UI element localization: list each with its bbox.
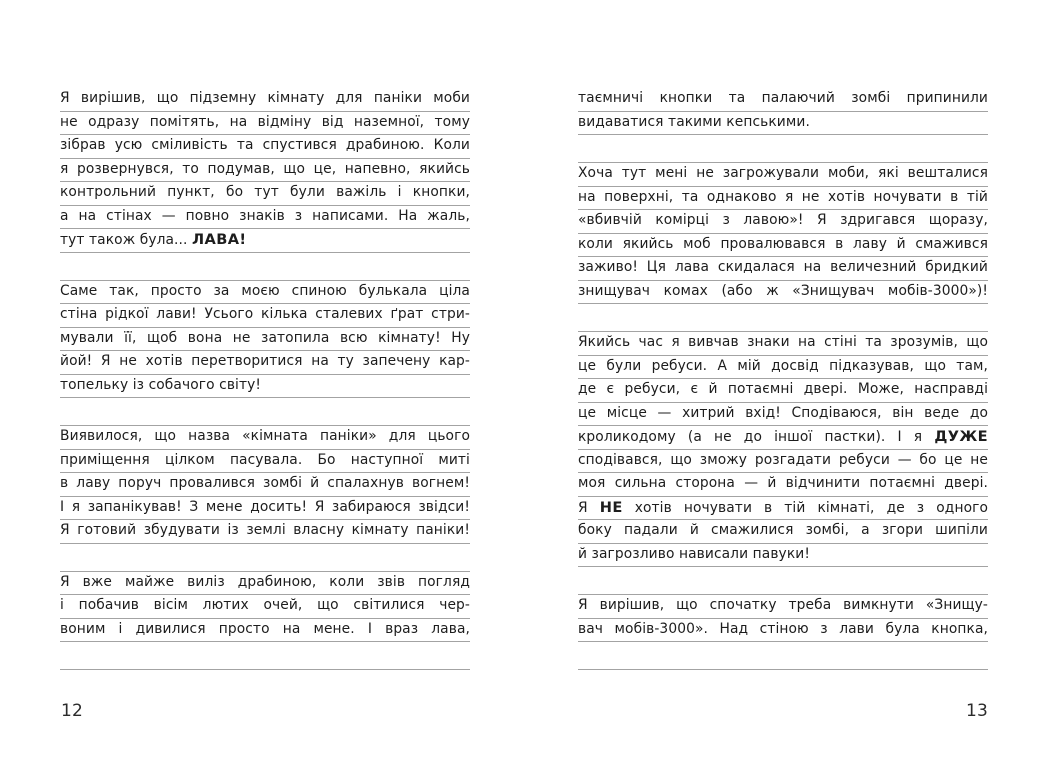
text-line (60, 595, 470, 619)
text-line (60, 112, 470, 136)
text-segment: Виявилося, що назва «кімната паніки» для цього (60, 428, 470, 444)
emphasis-text: НЕ (599, 498, 623, 516)
ruled-separator (60, 642, 470, 670)
text-line (60, 619, 470, 643)
ruled-separator (578, 642, 988, 670)
text-segment: заживо! Ця лава скидалася на величезний бридкий (578, 259, 988, 275)
text-segment: І я запанікував! З мене досить! Я забираюся звідси! (60, 498, 470, 515)
text-segment: коли якийсь моб провалювався в лаву й смажився (578, 235, 988, 252)
text-line (60, 520, 470, 544)
text-line (578, 595, 988, 619)
text-line (578, 88, 988, 112)
text-line (578, 187, 988, 211)
page-left-text (60, 88, 470, 670)
text-line (578, 426, 988, 450)
text-segment: на поверхні, та однаково я не хотів ночувати в тій (578, 188, 988, 205)
text-segment: стіна рідкої лави! Усього кілька сталевих ґрат стри- (60, 306, 470, 322)
text-segment: це були ребуси. А мій досвід підказував, що там, (578, 357, 988, 374)
text-line (578, 520, 988, 544)
text-line (578, 450, 988, 474)
text-line (578, 356, 988, 380)
text-line (60, 159, 470, 183)
ruled-separator (60, 544, 470, 572)
text-line (60, 375, 470, 399)
text-segment: Я вирішив, що спочатку треба вимкнути «Знищу- (578, 597, 988, 613)
text-line (60, 88, 470, 112)
text-segment: і побачив вісім лютих очей, що світилися чер- (60, 597, 470, 613)
text-line (578, 112, 988, 136)
text-segment: кроликодому (а не до іншої пастки). І я (578, 429, 935, 445)
text-segment: тут також була... (60, 232, 192, 248)
text-line (578, 497, 988, 521)
text-line (60, 351, 470, 375)
text-line (578, 379, 988, 403)
text-segment: Якийсь час я вивчав знаки на стіні та зрозумів, що (578, 334, 988, 350)
text-segment: зібрав усю сміливість та спустився драбиною. Коли (60, 137, 470, 153)
text-line (60, 304, 470, 328)
text-line (578, 332, 988, 356)
page-number-left: 12 (61, 701, 84, 721)
text-segment: «вбивчій комірці з лавою»! Я здригався щоразу, (578, 212, 988, 228)
text-line (578, 210, 988, 234)
page-right-text (578, 88, 988, 670)
text-segment: топельку із собачого світу! (60, 376, 262, 393)
ruled-separator (578, 304, 988, 332)
text-line (60, 497, 470, 521)
text-line (60, 572, 470, 596)
emphasis-text: ДУЖЕ (934, 428, 988, 445)
text-segment: Я вже майже виліз драбиною, коли звів погляд (60, 573, 470, 590)
text-segment: й загрозливо нависали павуки! (578, 545, 810, 562)
text-line (578, 403, 988, 427)
text-segment: Я готовий збудувати із землі власну кімнату паніки! (60, 522, 470, 538)
text-segment: а на стінах — повно знаків з написами. На жаль, (60, 207, 470, 224)
text-line (578, 234, 988, 258)
text-segment: сподівався, що зможу розгадати ребуси — бо це не (578, 451, 988, 468)
text-line (60, 229, 470, 253)
text-segment: Хоча тут мені не загрожували моби, які вешталися (578, 165, 988, 181)
emphasis-text: ЛАВА! (192, 231, 247, 248)
text-line (578, 163, 988, 187)
text-segment: приміщення цілком пасувала. Бо наступної миті (60, 451, 470, 468)
text-segment: мували її, щоб вона не затопила всю кімнату! Ну (60, 329, 470, 346)
text-line (60, 473, 470, 497)
text-segment: воним і дивилися просто на мене. І враз лава, (60, 620, 470, 637)
text-line (60, 328, 470, 352)
text-segment: контрольний пункт, бо тут були важіль і кнопки, (60, 184, 470, 200)
text-segment: де є ребуси, є й потаємні двері. Може, насправді (578, 381, 988, 397)
text-segment: Саме так, просто за моєю спиною булькала ціла (60, 282, 470, 299)
text-line (60, 281, 470, 305)
text-line (60, 450, 470, 474)
text-line (60, 182, 470, 206)
text-line (578, 257, 988, 281)
text-segment: я розвернувся, то подумав, що це, напевно, якийсь (60, 160, 470, 177)
text-segment: в лаву поруч провалився зомбі й спалахнув вогнем! (60, 475, 470, 491)
text-segment: знищувач комах (або ж «Знищувач мобів-3000»)! (578, 282, 988, 299)
text-segment: хотів ночувати в тій кімнаті, де з одного (622, 499, 988, 516)
text-segment: Я (578, 499, 600, 516)
text-segment: Я вирішив, що підземну кімнату для паніки моби (60, 90, 470, 106)
ruled-separator (60, 253, 470, 281)
text-line (60, 135, 470, 159)
text-segment: моя сильна сторона — й відчинити потаємні двері. (578, 475, 988, 491)
text-line (578, 473, 988, 497)
text-segment: таємничі кнопки та палаючий зомбі припинили (578, 90, 988, 106)
ruled-separator (60, 398, 470, 426)
ruled-separator (578, 135, 988, 163)
ruled-separator (578, 567, 988, 595)
text-line (578, 281, 988, 305)
text-segment: вач мобів-3000». Над стіною з лави була кнопка, (578, 620, 988, 637)
text-line (578, 619, 988, 643)
text-line (60, 426, 470, 450)
text-segment: не одразу помітять, на відміну від наземної, тому (60, 113, 470, 130)
page-number-right: 13 (965, 701, 988, 721)
text-segment: боку падали й смажилися зомбі, а згори шипіли (578, 522, 988, 538)
text-segment: це місце — хитрий вхід! Сподіваюся, він веде до (578, 404, 988, 421)
text-line (60, 206, 470, 230)
text-segment: йой! Я не хотів перетворитися на ту запечену кар- (60, 353, 470, 369)
text-line (578, 544, 988, 568)
text-segment: видаватися такими кепськими. (578, 113, 810, 130)
